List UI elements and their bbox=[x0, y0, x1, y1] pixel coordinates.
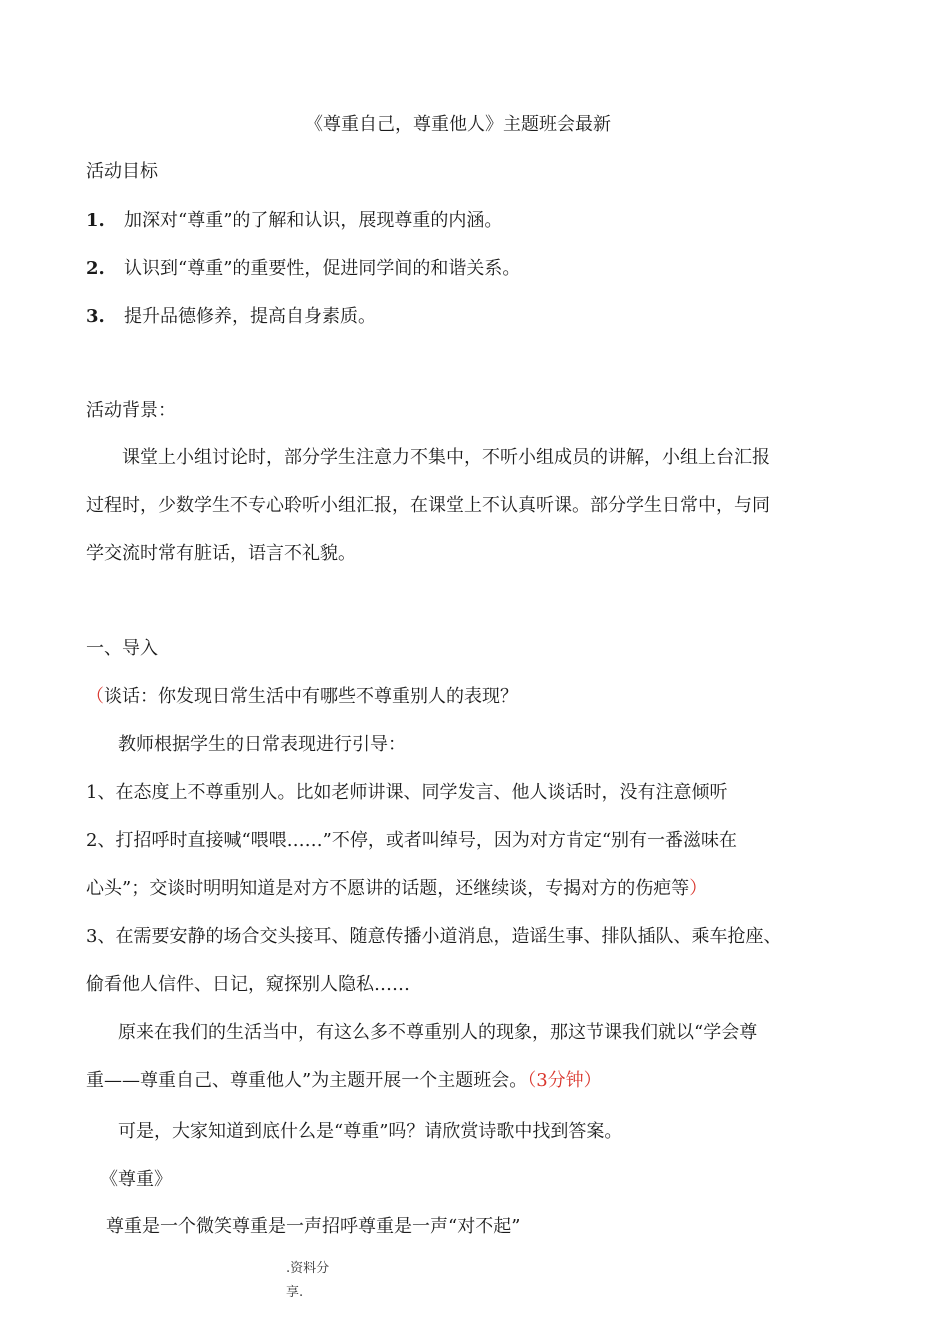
intro-heading: 一、导入 bbox=[86, 638, 158, 659]
background-line: 课堂上小组讨论时，部分学生注意力不集中，不听小组成员的讲解，小组上台汇报 bbox=[122, 447, 770, 468]
talk-line bbox=[86, 685, 518, 709]
goal-number: 3. bbox=[86, 306, 105, 327]
point-2-text: 心头”；交谈时明明知道是对方不愿讲的话题，还继续谈，专揭对方的伤疤等 bbox=[86, 878, 690, 899]
summary-line-1: 原来在我们的生活当中，有这么多不尊重别人的现象，那这节课我们就以“学会尊 bbox=[118, 1022, 758, 1043]
background-heading: 活动背景： bbox=[86, 400, 176, 421]
guide-line: 教师根据学生的日常表现进行引导： bbox=[118, 734, 406, 755]
background-line: 过程时，少数学生不专心聆听小组汇报，在课堂上不认真听课。部分学生日常中，与同 bbox=[86, 495, 770, 516]
summary-text: 重——尊重自己、尊重他人”为主题开展一个主题班会。 bbox=[86, 1070, 528, 1091]
background-line: 学交流时常有脏话，语言不礼貌。 bbox=[86, 543, 356, 564]
goal-text: 提升品德修养，提高自身素质。 bbox=[124, 306, 376, 327]
page-title: 《尊重自己，尊重他人》主题班会最新 bbox=[305, 114, 611, 135]
footer-line-1: .资料分 bbox=[286, 1261, 330, 1276]
goal-text: 加深对“尊重”的了解和认识，展现尊重的内涵。 bbox=[124, 210, 503, 231]
open-paren: （ bbox=[86, 686, 104, 707]
point-2-line-1: 2、打招呼时直接喊“喂喂……”不停，或者叫绰号，因为对方肯定“别有一番滋味在 bbox=[86, 830, 738, 851]
point-3-line-2: 偷看他人信件、日记，窥探别人隐私…… bbox=[86, 974, 410, 995]
goal-item bbox=[86, 305, 376, 329]
goal-text: 认识到“尊重”的重要性，促进同学间的和谐关系。 bbox=[124, 258, 521, 279]
poem-title: 《尊重》 bbox=[100, 1169, 172, 1190]
point-3-line-1: 3、在需要安静的场合交头接耳、随意传播小道消息，造谣生事、排队插队、乘车抢座、 bbox=[86, 926, 782, 947]
time-note: （3分钟） bbox=[527, 1070, 602, 1091]
close-paren: ） bbox=[689, 878, 708, 899]
point-2-line-2 bbox=[86, 877, 707, 901]
goal-number: 2. bbox=[86, 258, 105, 279]
point-1: 1、在态度上不尊重别人。比如老师讲课、同学发言、他人谈话时，没有注意倾听 bbox=[86, 782, 728, 803]
goal-item bbox=[86, 257, 520, 281]
poem-line: 尊重是一个微笑尊重是一声招呼尊重是一声“对不起” bbox=[106, 1216, 521, 1237]
goals-heading: 活动目标 bbox=[86, 161, 158, 182]
talk-text: 谈话：你发现日常生活中有哪些不尊重别人的表现？ bbox=[104, 686, 518, 707]
question-line: 可是，大家知道到底什么是“尊重”吗？请欣赏诗歌中找到答案。 bbox=[118, 1121, 623, 1142]
goal-item bbox=[86, 209, 502, 233]
goal-number: 1. bbox=[86, 210, 105, 231]
footer-line-2: 享. bbox=[286, 1285, 304, 1300]
summary-line-2 bbox=[86, 1069, 602, 1093]
